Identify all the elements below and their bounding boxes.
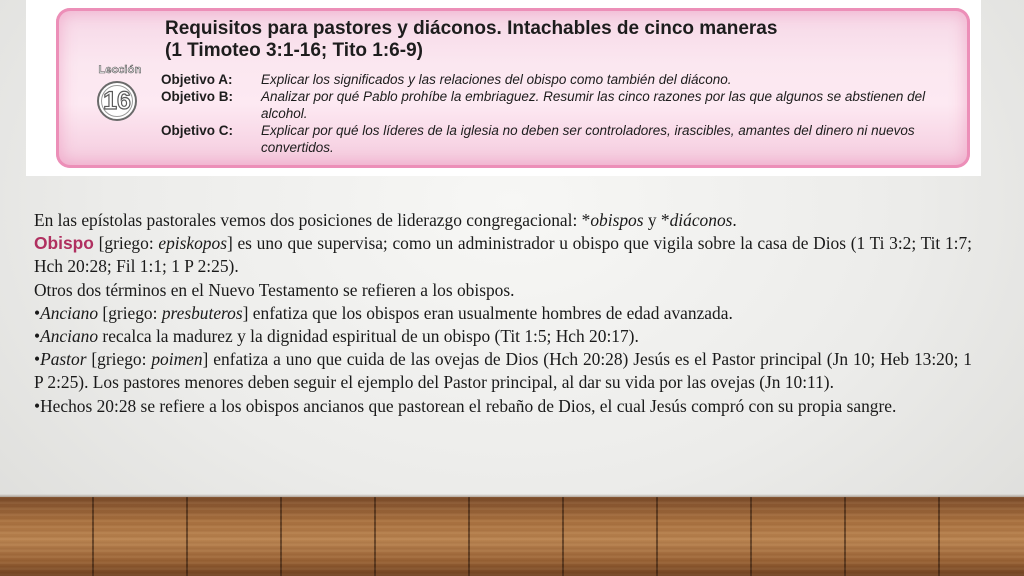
text-run: [griego: [93,233,159,254]
bullet-pastor [34,348,972,394]
text-run: recalca la madurez y la dignidad espiritual de un obispo (Tit 1:5; Hch 20:17). [98,326,639,347]
text-run: diáconos [669,210,733,230]
bullet-anciano-2 [34,325,972,348]
objective-key: Objetivo A: [161,72,233,87]
lesson-label: Lección [98,64,142,76]
lesson-header-image [26,0,981,176]
bullet-icon: • [34,302,41,323]
text-run: ] enfatiza que los obispos eran usualmente hombres de edad avanzada. [242,302,733,323]
text-run: ] es uno que supervisa; como un administrador u obispo que vigila sobre la casa de Dios (1 Ti 3:2; Tit 1:7; Hch 20:28; Fil 1:1; 1 P 2:25). [34,233,973,277]
text-run: [griego: [86,349,152,370]
text-run: Anciano [40,302,99,323]
bullet-icon: • [34,349,41,370]
objective-text: Explicar los significados y las relaciones del obispo como también del diácono. [261,72,732,87]
bullet-icon: • [34,326,41,347]
paragraph-terms: Otros dos términos en el Nuevo Testamento se refieren a los obispos. [34,279,515,300]
objective-c [161,122,961,156]
text-run: Pastor [40,349,87,370]
objective-key: Objetivo C: [161,123,234,138]
objective-text: Analizar por qué Pablo prohíbe la embriaguez. Resumir las cinco razones por las que algunos se abstienen del alcohol. [261,89,926,121]
text-run: Anciano [40,326,99,347]
lesson-title [165,18,965,62]
bullet-anciano-1 [34,302,972,325]
text-run: Hechos 20:28 se refiere a los obispos ancianos que pastorean el rebaño de Dios, el cual Jesús compró con su propia sangre. [40,395,897,416]
bullet-icon: • [34,395,41,416]
wood-grain-texture [0,497,1024,576]
objective-b [161,88,961,122]
text-run: [griego: [98,302,162,323]
objective-a [161,71,961,88]
text-run: y * [643,210,670,230]
bullet-hechos [34,395,972,418]
paragraph-intro [34,209,972,232]
text-run: poimen [151,349,203,370]
lesson-title-line1: Requisitos para pastores y diáconos. Intachables de cinco maneras [165,18,778,39]
text-run: obispos [590,210,644,230]
lesson-banner [56,8,970,168]
paragraph-obispo [34,232,972,278]
text-run: episkopos [158,233,227,254]
keyword-obispo: Obispo [34,233,94,254]
text-run: . [732,210,737,230]
objectives-list [161,71,961,156]
body-text [34,209,972,418]
lesson-number: 16 [103,87,131,115]
text-run: En las epístolas pastorales vemos dos posiciones de liderazgo congregacional: * [34,210,591,230]
text-run: presbuteros [161,302,243,323]
objective-key: Objetivo B: [161,89,234,104]
text-run: ] enfatiza a uno que cuida de las ovejas de Dios (Hch 20:28) Jesús es el Pastor principal (Jn 10; Heb 13:20; 1 P 2:25). Los pastores menores deben seguir el ejemplo del Pastor principal, al dar su vida por las ovejas (Jn 10:11). [34,349,973,393]
objective-text: Explicar por qué los líderes de la iglesia no deben ser controladores, irascibles, amantes del dinero ni nuevos convertidos. [261,123,915,155]
lesson-title-line2: (1 Timoteo 3:1-16; Tito 1:6-9) [165,40,423,61]
